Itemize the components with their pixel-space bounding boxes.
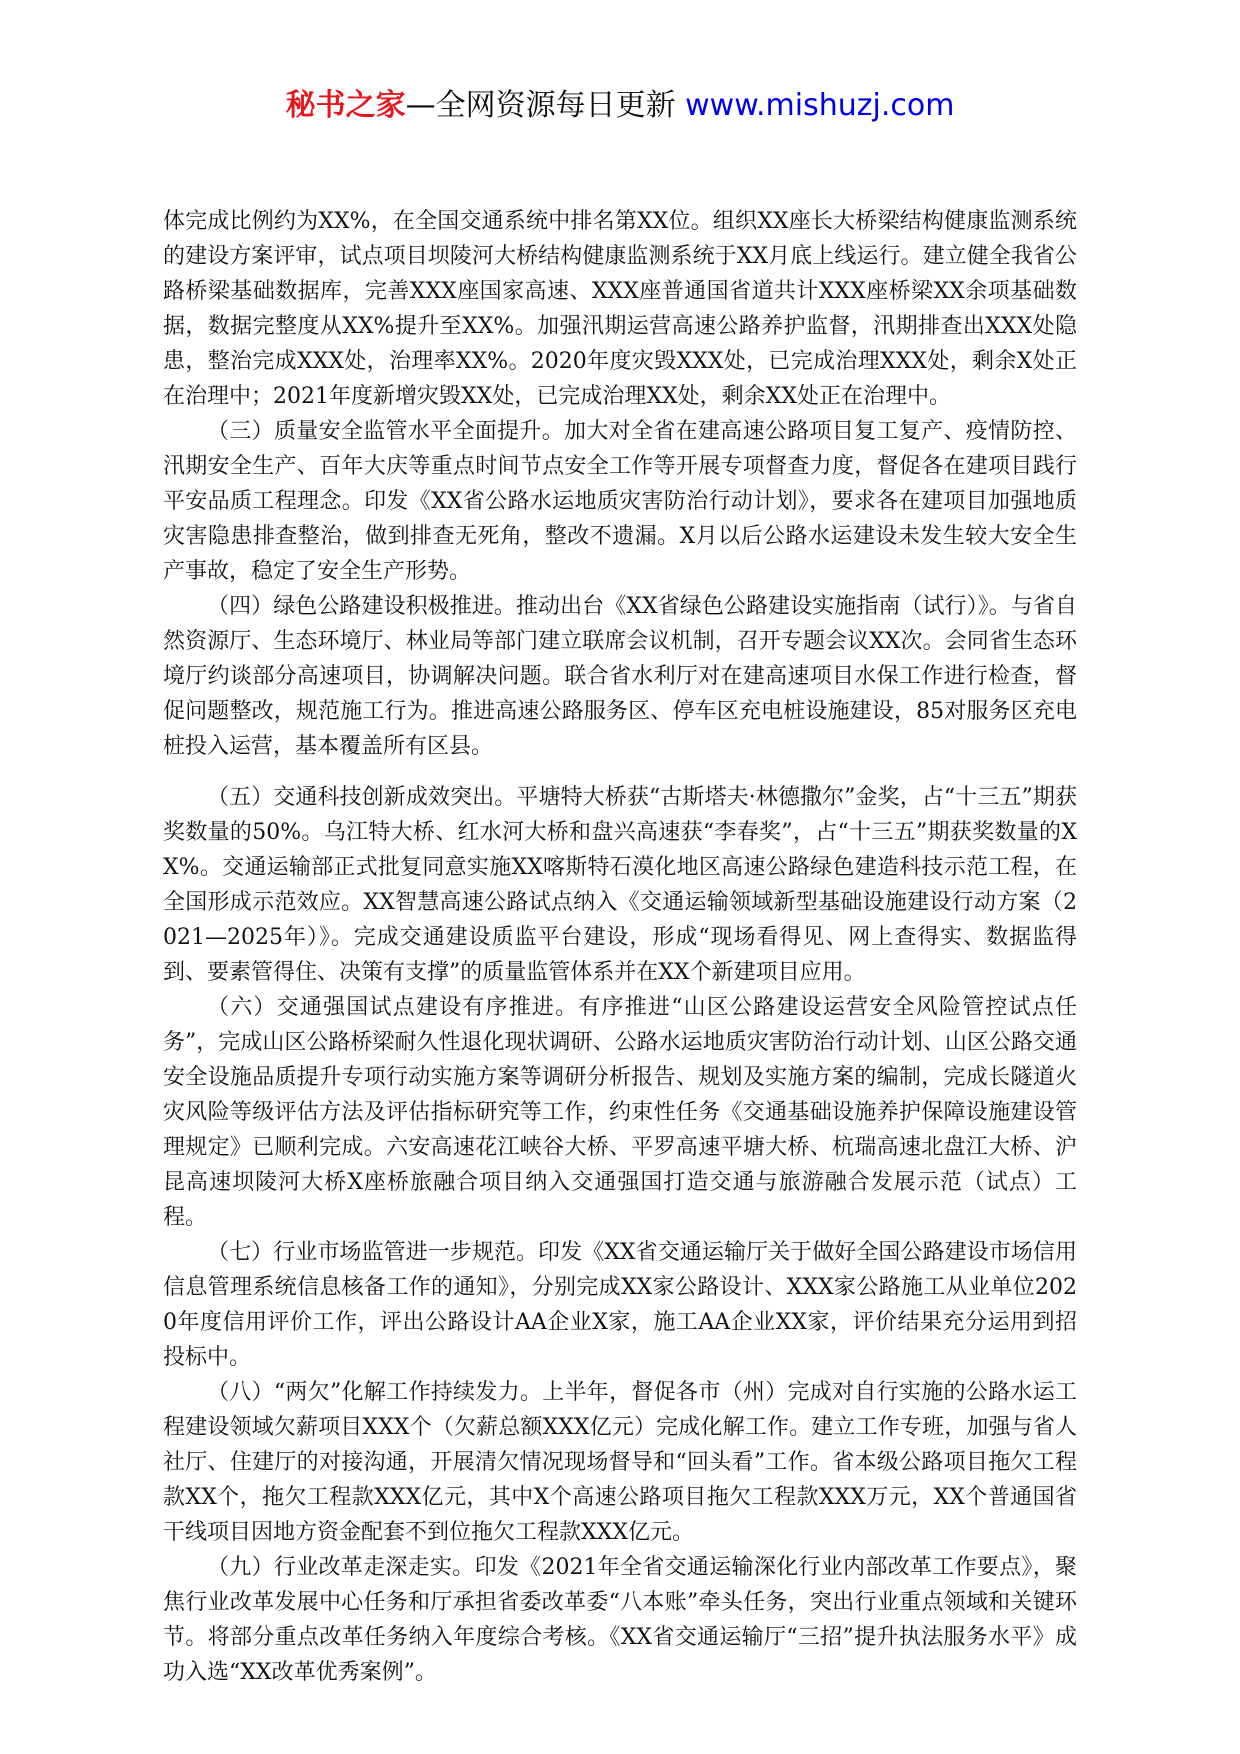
paragraph-section-7: （七）行业市场监管进一步规范。印发《XX省交通运输厅关于做好全国公路建设市场信用信息管理系统信息核备工作的通知》，分别完成XX家公路设计、XXX家公路施工从业单位2020年度信用评价工作，评出公路设计AA企业X家，施工AA企业XX家，评价结果充分运用到招投标中。 xyxy=(163,1240,1077,1370)
paragraph-section-3: （三）质量安全监管水平全面提升。加大对全省在建高速公路项目复工复产、疫情防控、汛期安全生产、百年大庆等重点时间节点安全工作等开展专项督查力度，督促各在建项目践行平安品质工程理念。印发《XX省公路水运地质灾害防治行动计划》，要求各在建项目加强地质灾害隐患排查整治，做到排查无死角，整改不遗漏。X月以后公路水运建设未发生较大安全生产事故，稳定了安全生产形势。 xyxy=(163,419,1077,584)
site-url-link[interactable]: www.mishuzj.com xyxy=(685,88,955,123)
paragraph-section-9: （九）行业改革走深走实。印发《2021年全省交通运输深化行业内部改革工作要点》，聚焦行业改革发展中心任务和厅承担省委改革委“八本账”牵头任务，突出行业重点领域和关键环节。将部分重点改革任务纳入年度综合考核。《XX省交通运输厅“三招”提升执法服务水平》成功入选“XX改革优秀案例”。 xyxy=(163,1555,1077,1685)
site-banner xyxy=(0,86,1240,126)
document-body xyxy=(163,204,1077,1690)
paragraph-section-5: （五）交通科技创新成效突出。平塘特大桥获“古斯塔夫·林德撒尔”金奖，占“十三五”期获奖数量的50%。乌江特大桥、红水河大桥和盘兴高速获“李春奖”，占“十三五”期获奖数量的XX%。交通运输部正式批复同意实施XX喀斯特石漠化地区高速公路绿色建造科技示范工程，在全国形成示范效应。XX智慧高速公路试点纳入《交通运输领域新型基础设施建设行动方案（2021—2025年）》。完成交通建设质监平台建设，形成“现场看得见、网上查得实、数据监得到、要素管得住、决策有支撑”的质量监管体系并在XX个新建项目应用。 xyxy=(163,785,1077,985)
paragraph-section-4: （四）绿色公路建设积极推进。推动出台《XX省绿色公路建设实施指南（试行）》。与省自然资源厅、生态环境厅、林业局等部门建立联席会议机制，召开专题会议XX次。会同省生态环境厅约谈部分高速项目，协调解决问题。联合省水利厅对在建高速项目水保工作进行检查，督促问题整改，规范施工行为。推进高速公路服务区、停车区充电桩设施建设，85对服务区充电桩投入运营，基本覆盖所有区县。 xyxy=(163,594,1077,759)
paragraph-section-8: （八）“两欠”化解工作持续发力。上半年，督促各市（州）完成对自行实施的公路水运工程建设领域欠薪项目XXX个（欠薪总额XXX亿元）完成化解工作。建立工作专班，加强与省人社厅、住建厅的对接沟通，开展清欠情况现场督导和“回头看”工作。省本级公路项目拖欠工程款XX个，拖欠工程款XXX亿元，其中X个高速公路项目拖欠工程款XXX万元，XX个普通国省干线项目因地方资金配套不到位拖欠工程款XXX亿元。 xyxy=(163,1380,1077,1545)
brand-name: 秘书之家 xyxy=(285,88,406,123)
paragraph-continued: 体完成比例约为XX%，在全国交通系统中排名第XX位。组织XX座长大桥梁结构健康监测系统的建设方案评审，试点项目坝陵河大桥结构健康监测系统于XX月底上线运行。建立健全我省公路桥梁基础数据库，完善XXX座国家高速、XXX座普通国省道共计XXX座桥梁XX余项基础数据，数据完整度从XX%提升至XX%。加强汛期运营高速公路养护监督，汛期排查出XXX处隐患，整治完成XXX处，治理率XX%。2020年度灾毁XXX处，已完成治理XXX处，剩余X处正在治理中；2021年度新增灾毁XX处，已完成治理XX处，剩余XX处正在治理中。 xyxy=(163,209,1077,409)
paragraph-section-6: （六）交通强国试点建设有序推进。有序推进“山区公路建设运营安全风险管控试点任务”，完成山区公路桥梁耐久性退化现状调研、公路水运地质灾害防治行动计划、山区公路交通安全设施品质提升专项行动实施方案等调研分析报告、规划及实施方案的编制，完成长隧道火灾风险等级评估方法及评估指标研究等工作，约束性任务《交通基础设施养护保障设施建设管理规定》已顺利完成。六安高速花江峡谷大桥、平罗高速平塘大桥、杭瑞高速北盘江大桥、沪昆高速坝陵河大桥X座桥旅融合项目纳入交通强国打造交通与旅游融合发展示范（试点）工程。 xyxy=(163,995,1077,1230)
banner-tagline: 全网资源每日更新 xyxy=(435,88,686,123)
banner-dash: — xyxy=(405,88,436,123)
